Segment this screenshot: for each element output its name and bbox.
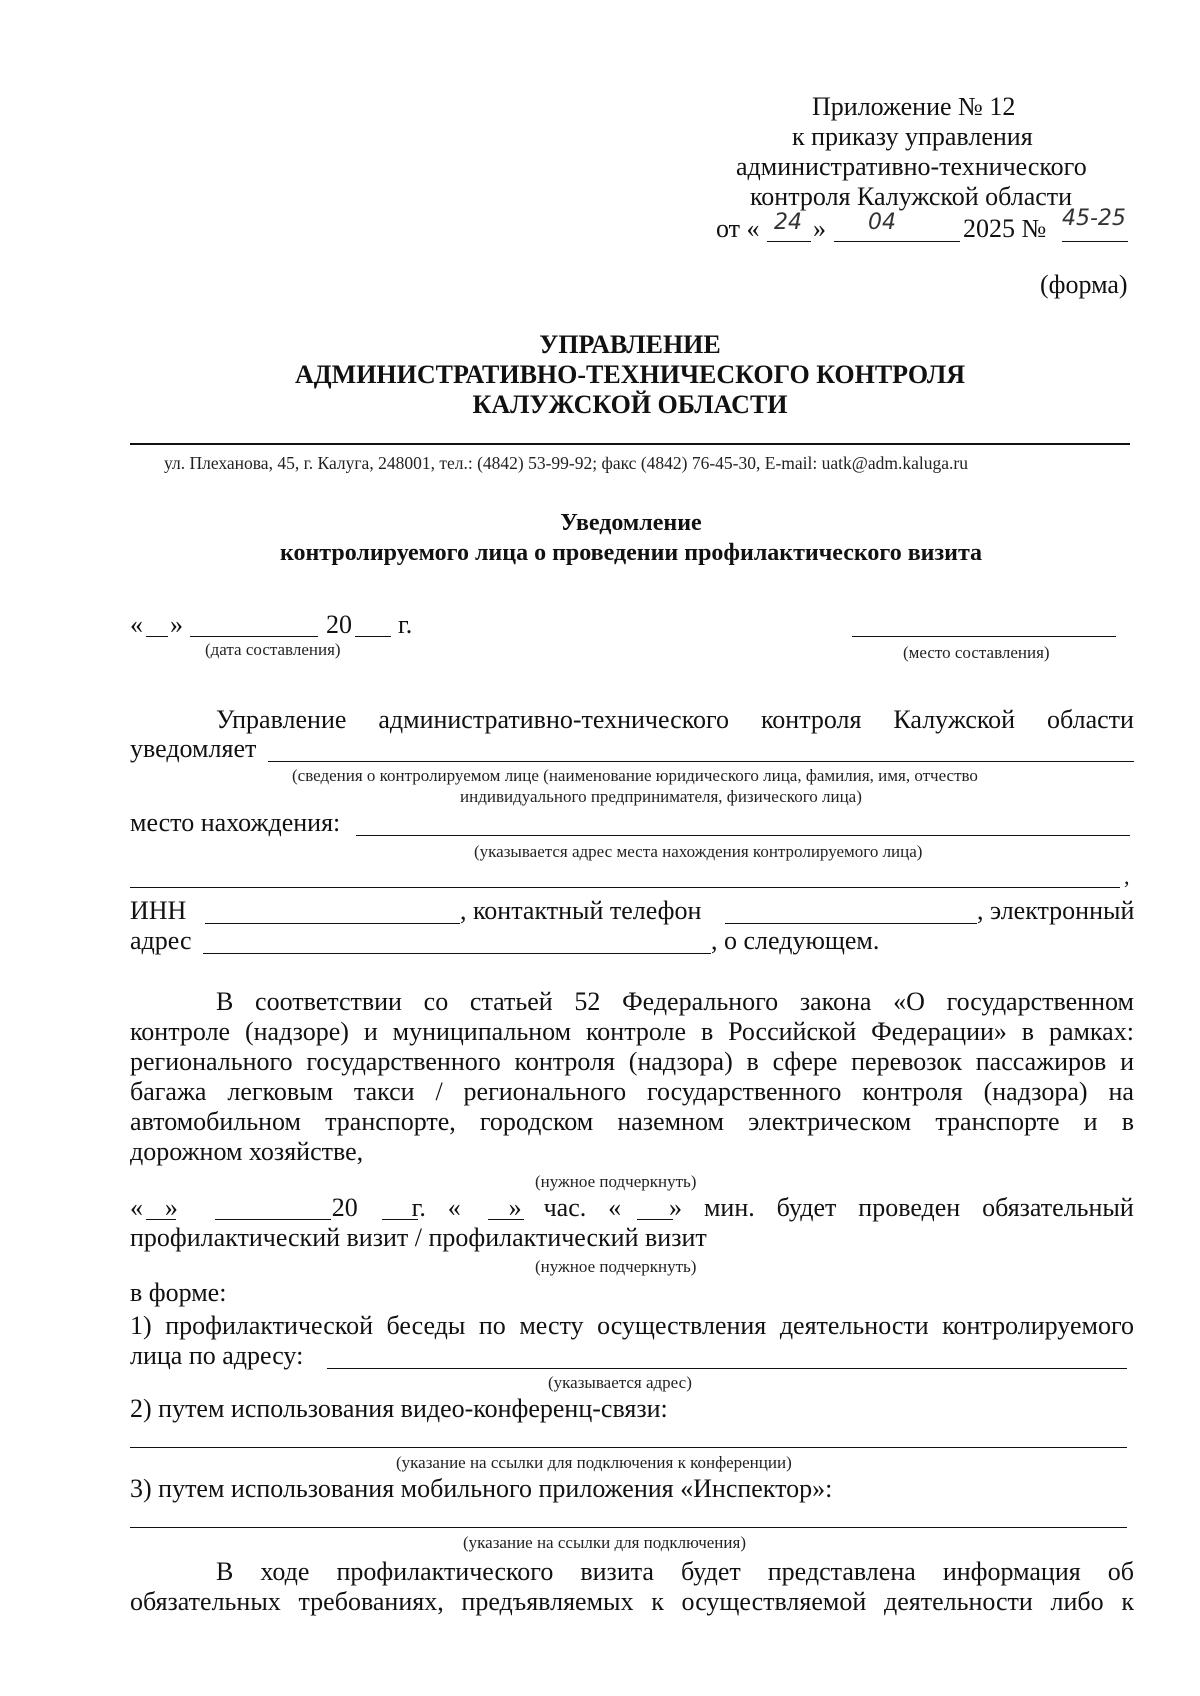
form-label: (форма) — [1040, 270, 1128, 299]
word: области — [1047, 705, 1134, 734]
month-blank — [834, 241, 960, 242]
word: Управление — [216, 705, 347, 734]
email-label: , электронный — [977, 896, 1135, 925]
open-quote: « — [130, 1193, 143, 1222]
appendix-date-mid: » — [813, 214, 826, 243]
word: перевозок — [851, 1047, 962, 1076]
century: 20 — [331, 1193, 358, 1222]
appendix-date-prefix: от « — [716, 214, 760, 243]
org-line-2: АДМИНИСТРАТИВНО-ТЕХНИЧЕСКОГО КОНТРОЛЯ — [294, 360, 965, 389]
date-day-blank — [146, 636, 168, 637]
phone-label: , контактный телефон — [460, 896, 702, 925]
appendix-line-4: контроля Калужской области — [750, 182, 1073, 211]
word: 1) — [130, 1311, 152, 1340]
word: контроля — [862, 1077, 963, 1106]
address-label: адрес — [130, 926, 192, 955]
item1-line-1 — [130, 1311, 1134, 1341]
appendix-year-number: 2025 № — [963, 214, 1047, 243]
body-line-4 — [130, 1077, 1134, 1107]
word: «О — [893, 987, 925, 1016]
item2-link-blank — [130, 1447, 1127, 1448]
location-blank-2 — [130, 887, 1120, 888]
phone-blank — [725, 923, 977, 924]
email-blank — [203, 953, 711, 954]
word: (надзоре) — [244, 1017, 349, 1046]
body-line-5 — [130, 1107, 1134, 1137]
date-year-suffix: г. — [398, 610, 413, 639]
word: закона — [799, 987, 872, 1016]
word: представлена — [767, 1557, 916, 1586]
word: В — [216, 987, 234, 1016]
word: и — [1083, 1107, 1098, 1136]
word: либо — [1050, 1587, 1104, 1616]
word: регионального — [463, 1077, 627, 1106]
word: контроле — [130, 1017, 231, 1046]
word: Федерации» — [871, 1017, 1007, 1046]
word: на — [1108, 1077, 1134, 1106]
underline-caption-2: (нужное подчеркнуть) — [535, 1257, 697, 1276]
item1-line-2: лица по адресу: — [130, 1341, 304, 1370]
word: ходе — [260, 1557, 310, 1586]
appendix-line-1: Приложение № 12 — [812, 92, 1016, 121]
word: предъявляемых — [461, 1587, 634, 1616]
word: Федерального — [622, 987, 779, 1016]
org-line-1: УПРАВЛЕНИЕ — [539, 330, 721, 359]
word: информация — [942, 1557, 1081, 1586]
inn-blank — [205, 923, 460, 924]
org-line-3: КАЛУЖСКОЙ ОБЛАСТИ — [472, 390, 788, 419]
word: в — [700, 1017, 714, 1046]
location-comma: , — [1124, 864, 1130, 889]
word: обязательный — [982, 1193, 1134, 1222]
notice-title: Уведомление — [560, 510, 702, 536]
appendix-line-2: к приказу управления — [792, 122, 1033, 151]
word: соответствии — [255, 987, 402, 1016]
word: контроля — [760, 705, 862, 734]
word: контроля — [514, 1047, 616, 1076]
visit-minute-blank — [637, 1219, 673, 1220]
date-year-blank — [355, 636, 391, 637]
word: контроле — [585, 1017, 687, 1046]
word: наземном — [617, 1107, 724, 1136]
word: месту — [519, 1311, 584, 1340]
item3-text: 3) путем использования мобильного приложения «Инспектор»: — [130, 1474, 833, 1503]
handwritten-day: 24 — [774, 210, 802, 235]
location-caption: (указывается адрес места нахождения контролируемого лица) — [474, 842, 923, 861]
word: / — [435, 1077, 443, 1106]
word: В — [216, 1557, 234, 1586]
word: обязательных — [130, 1587, 281, 1616]
word: в — [1021, 1017, 1035, 1046]
open-quote: « — [608, 1193, 622, 1222]
date-close-quote: » — [170, 610, 183, 639]
controlled-person-blank — [268, 761, 1134, 762]
org-contacts: ул. Плеханова, 45, г. Калуга, 248001, тел.: (4842) 53-99-92; факс (4842) 76-45-30, E-mail: uatk@adm.kaluga.ru — [164, 453, 968, 473]
word: в — [1121, 1107, 1134, 1136]
appendix-line-3: административно-технического — [736, 152, 1087, 181]
inn-label: ИНН — [130, 896, 187, 925]
day-blank — [767, 241, 811, 242]
word: по — [478, 1311, 506, 1340]
word: к — [1121, 1587, 1134, 1616]
minutes-label: мин. — [703, 1193, 755, 1222]
word: и — [1120, 1047, 1134, 1076]
word: пассажиров — [975, 1047, 1107, 1076]
item1-caption: (указывается адрес) — [548, 1373, 692, 1392]
word: со — [423, 987, 449, 1016]
visit-day-blank — [146, 1219, 176, 1220]
item2-caption: (указание на ссылки для подключения к конференции) — [396, 1453, 792, 1472]
number-blank — [1062, 241, 1128, 242]
visit-year-blank — [382, 1219, 418, 1220]
year-suffix: г. — [411, 1193, 426, 1222]
date-century: 20 — [326, 610, 352, 639]
word: 52 — [574, 987, 601, 1016]
in-form-label: в форме: — [130, 1278, 227, 1307]
word: городском — [479, 1107, 594, 1136]
item2-text: 2) путем использования видео-конференц-связи: — [130, 1394, 668, 1423]
word: государственного — [306, 1047, 501, 1076]
word: (надзора) — [628, 1047, 733, 1076]
word: Российской — [728, 1017, 857, 1046]
location-label: место нахождения: — [130, 808, 341, 837]
word: статьей — [469, 987, 553, 1016]
controlled-person-caption-1: (сведения о контролируемом лице (наименование юридического лица, фамилия, имя, отчество — [292, 766, 978, 785]
final-line-2 — [130, 1587, 1134, 1617]
word: транспорте, — [325, 1107, 456, 1136]
word: будет — [681, 1557, 741, 1586]
date-caption: (дата составления) — [205, 640, 341, 659]
date-month-blank — [190, 636, 318, 637]
date-open-quote: « — [130, 610, 143, 639]
word: к — [651, 1587, 664, 1616]
word: электрическом — [748, 1107, 912, 1136]
close-quote: » — [508, 1193, 522, 1222]
word: сфере — [772, 1047, 838, 1076]
word: транспорте — [935, 1107, 1060, 1136]
word: профилактического — [336, 1557, 554, 1586]
item1-address-blank — [327, 1368, 1127, 1369]
header-divider — [130, 443, 1130, 445]
close-quote: » — [669, 1193, 683, 1222]
word: деятельности — [883, 1587, 1033, 1616]
body-line-2 — [130, 1017, 1134, 1047]
underline-caption-1: (нужное подчеркнуть) — [535, 1172, 697, 1191]
word: контролируемого — [942, 1311, 1134, 1340]
body-line-1 — [216, 987, 1134, 1017]
word: административно-технического — [378, 705, 730, 734]
notice-subtitle: контролируемого лица о проведении профилактического визита — [279, 540, 983, 566]
word: профилактической — [165, 1311, 373, 1340]
word: государственного — [646, 1077, 842, 1106]
word: будет — [776, 1193, 837, 1222]
place-blank — [852, 636, 1116, 637]
controlled-person-caption-2: индивидуального предпринимателя, физического лица) — [460, 787, 862, 806]
notifies-label: уведомляет — [130, 734, 257, 763]
word: осуществления — [597, 1311, 767, 1340]
word: и — [363, 1017, 378, 1046]
word: муниципальном — [392, 1017, 572, 1046]
close-quote: » — [164, 1193, 178, 1222]
word: визита — [580, 1557, 654, 1586]
location-blank — [356, 835, 1130, 836]
following-text: , о следующем. — [711, 926, 880, 955]
hours-label: час. — [543, 1193, 587, 1222]
word: регионального — [130, 1047, 293, 1076]
word: (надзора) — [983, 1077, 1088, 1106]
handwritten-number: 45-25 — [1062, 206, 1126, 231]
word: в — [746, 1047, 759, 1076]
word: осуществляемой — [681, 1587, 867, 1616]
visit-hour-blank — [488, 1219, 524, 1220]
word: такси — [353, 1077, 415, 1106]
item3-link-blank — [130, 1527, 1127, 1528]
body-line-3 — [130, 1047, 1134, 1077]
item3-caption: (указание на ссылки для подключения) — [463, 1533, 746, 1552]
notify-line-1 — [216, 705, 1134, 735]
word: рамках: — [1048, 1017, 1134, 1046]
word: об — [1107, 1557, 1134, 1586]
open-quote: « — [447, 1193, 461, 1222]
place-caption: (место составления) — [903, 643, 1050, 662]
body-line-6: дорожном хозяйстве, — [130, 1137, 364, 1166]
visit-month-blank — [215, 1219, 331, 1220]
word: деятельности — [779, 1311, 929, 1340]
word: автомобильном — [130, 1107, 301, 1136]
word: беседы — [386, 1311, 466, 1340]
visit-line-2: профилактический визит / профилактический визит — [130, 1223, 707, 1252]
word: Калужской — [893, 705, 1016, 734]
word: багажа — [130, 1077, 207, 1106]
final-line-1 — [216, 1557, 1134, 1587]
word: государственном — [946, 987, 1134, 1016]
word: требованиях, — [298, 1587, 444, 1616]
word: легковым — [227, 1077, 334, 1106]
handwritten-month: 04 — [868, 210, 896, 235]
word: проведен — [858, 1193, 961, 1222]
